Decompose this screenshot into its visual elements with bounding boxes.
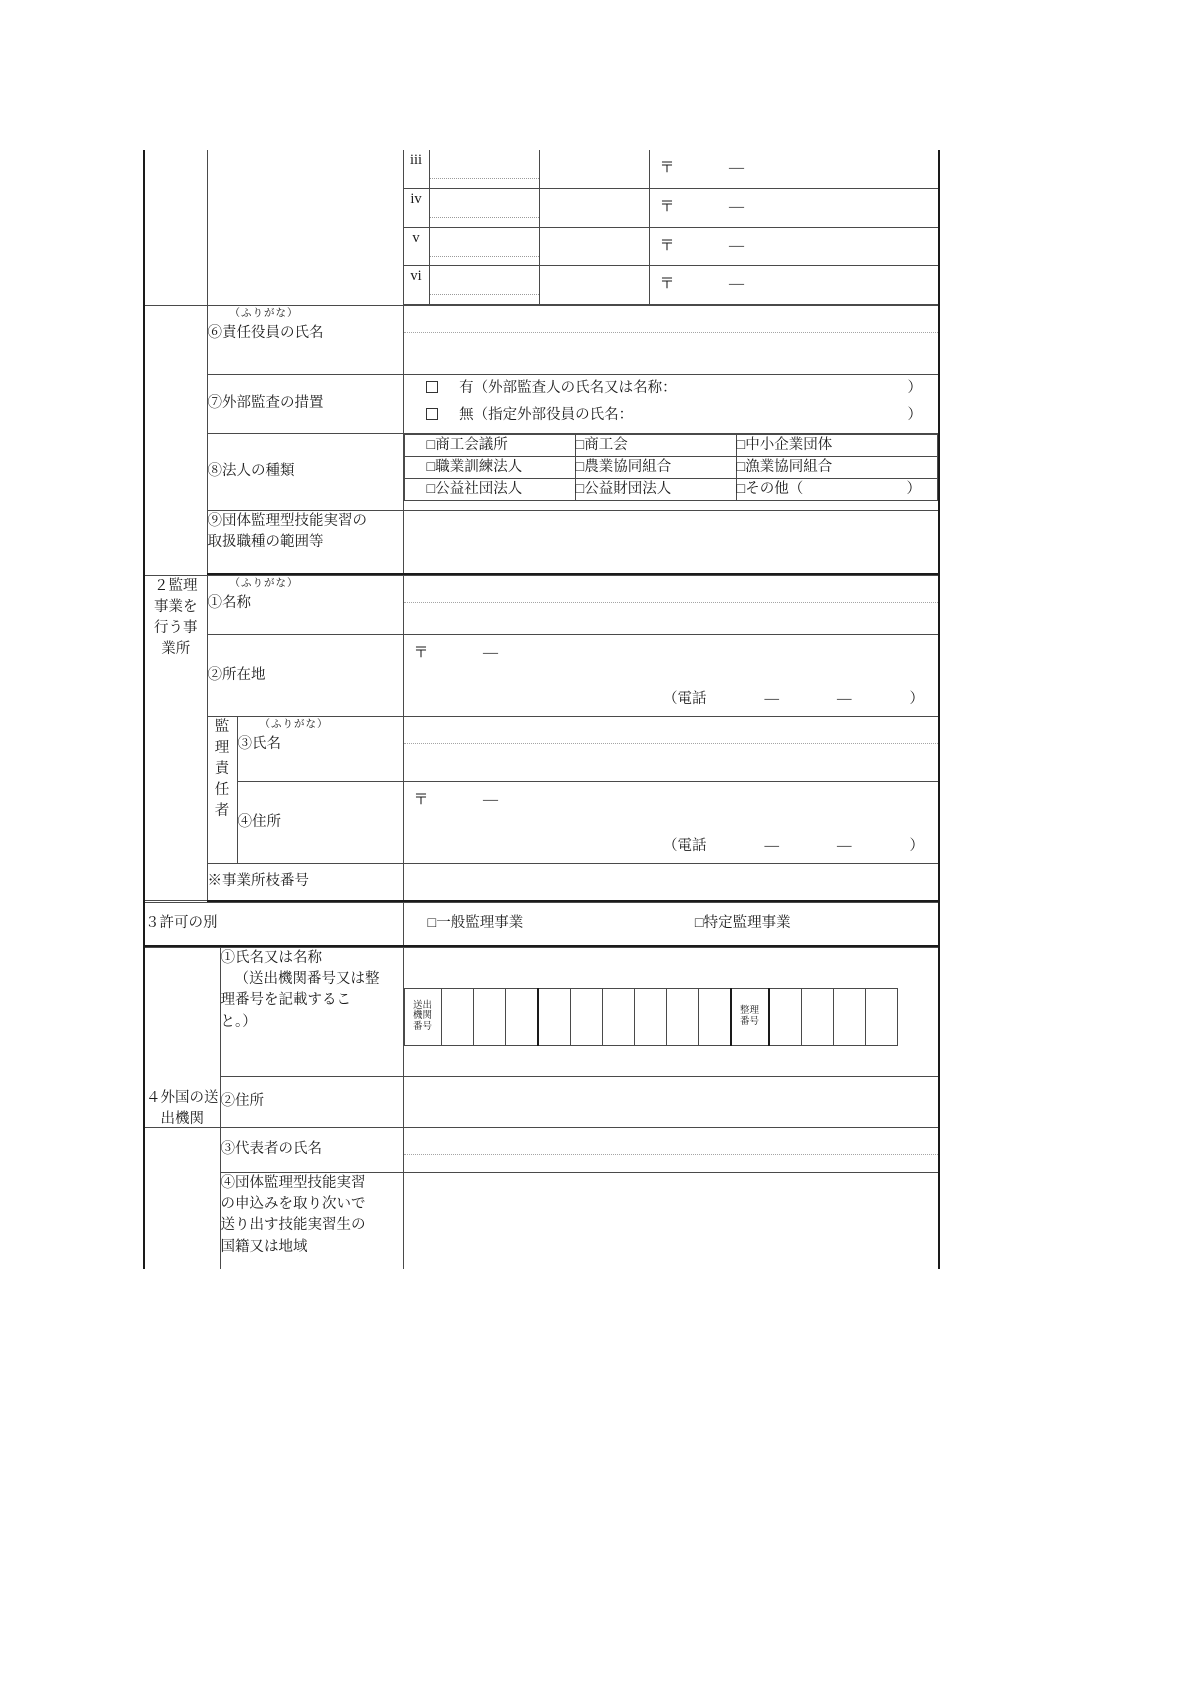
roman-numeral-vi: vi — [403, 266, 429, 305]
postal-row-office — [404, 635, 939, 673]
label-line-1: ①氏名又は名称 — [220, 949, 322, 966]
officer-role-field-iii[interactable] — [539, 150, 649, 188]
telephone-row-manager[interactable] — [404, 836, 939, 863]
number-box[interactable] — [538, 988, 571, 1045]
row-office-branch-number — [145, 863, 938, 901]
postal-row-manager — [404, 782, 939, 820]
number-box-row — [404, 988, 897, 1045]
corporation-type-options — [404, 434, 939, 501]
postal-mark-icon: 〒 — [659, 237, 676, 254]
option-other[interactable] — [736, 479, 938, 501]
number-box[interactable] — [602, 988, 634, 1045]
representative-input-line[interactable] — [404, 1128, 939, 1155]
officer-address-field-iv[interactable] — [649, 188, 938, 227]
furigana-input-line[interactable] — [404, 576, 939, 603]
roman-numeral-iv: iv — [403, 188, 429, 227]
row-permission-type — [145, 902, 938, 946]
caption-sending-org-number — [404, 988, 441, 1045]
postal-dash: — — [729, 160, 745, 176]
number-box[interactable] — [801, 988, 833, 1045]
row-responsible-officer-name — [145, 306, 938, 375]
furigana-line-v — [430, 228, 539, 257]
label-line-4: 国籍又は地域 — [220, 1238, 308, 1255]
row-external-audit — [145, 375, 938, 434]
tel-dash-1: — — [764, 690, 779, 707]
row-sending-org-address — [145, 1076, 938, 1127]
field-office-address[interactable] — [403, 635, 938, 717]
field-training-scope[interactable] — [403, 511, 938, 575]
number-box[interactable] — [570, 988, 602, 1045]
spine-char-1: 監 — [214, 718, 230, 735]
option-chamber-of-commerce[interactable]: □商工会 — [575, 435, 736, 457]
spine-char-2: 理 — [214, 739, 230, 756]
number-box[interactable] — [473, 988, 505, 1045]
number-box[interactable] — [865, 988, 897, 1045]
row-office-name — [145, 576, 938, 635]
row-trainee-nationality — [145, 1172, 938, 1269]
option-other-label: □その他（ — [736, 481, 804, 498]
number-box[interactable] — [505, 988, 538, 1045]
field-manager-name[interactable] — [403, 716, 938, 781]
field-permission-type — [403, 902, 938, 946]
furigana-line-vi — [430, 266, 539, 295]
spine-line-4: 業所 — [161, 641, 191, 658]
corporation-type-row-3 — [404, 479, 938, 501]
spine-char-4: 任 — [214, 781, 230, 798]
tel-prefix: （電話 — [663, 837, 707, 854]
officer-address-field-iii[interactable] — [649, 150, 938, 188]
external-audit-option-no[interactable] — [404, 402, 939, 429]
label-block — [221, 948, 403, 1034]
officer-role-field-v[interactable] — [539, 227, 649, 266]
label-manager-address — [237, 781, 403, 863]
postal-dash: — — [729, 198, 745, 215]
label-line-2: 取扱職種の範囲等 — [207, 534, 324, 551]
checkbox-icon[interactable] — [426, 381, 438, 393]
field-trainee-nationality[interactable] — [403, 1172, 938, 1269]
label-corporation-type — [207, 434, 403, 511]
corporation-type-row-1 — [404, 435, 938, 457]
officer-name-field-iv[interactable] — [429, 188, 539, 227]
option-label: 無（指定外部役員の氏名： — [459, 407, 634, 424]
roman-numeral-iii: iii — [403, 150, 429, 188]
row-training-scope — [145, 511, 938, 575]
section4-table — [145, 947, 938, 1269]
label-line-2: （送出機関番号又は整 — [234, 970, 380, 987]
label-text: ⑥責任役員の氏名 — [207, 325, 324, 342]
paren-close: ） — [907, 380, 922, 396]
caption-line-3: 番号 — [412, 1021, 432, 1032]
label-training-scope — [207, 511, 403, 575]
label-line-2: の申込みを取り次いで — [220, 1195, 366, 1212]
section2-spine-label — [145, 576, 207, 901]
furigana-line-iv — [430, 189, 539, 218]
section3-table — [145, 902, 938, 947]
label-text: ３許可の別 — [145, 915, 218, 932]
paren-close: ） — [906, 481, 921, 498]
section2-table — [145, 575, 938, 902]
option-public-interest-assoc[interactable]: □公益社団法人 — [404, 479, 575, 501]
label-sending-org-representative — [220, 1127, 403, 1172]
label-block — [221, 1173, 403, 1259]
postal-mark-icon: 〒 — [413, 791, 430, 808]
option-label: 有（外部監査人の氏名又は名称： — [459, 380, 677, 396]
number-box[interactable] — [698, 988, 731, 1045]
postal-mark-icon: 〒 — [413, 645, 430, 661]
postal-mark-icon: 〒 — [659, 198, 676, 215]
permission-options — [404, 913, 939, 934]
row-sending-org-representative — [145, 1127, 938, 1172]
field-manager-address[interactable] — [403, 781, 938, 863]
officer-name-field-v[interactable] — [429, 227, 539, 266]
row-corporation-type — [145, 434, 938, 511]
number-box[interactable] — [441, 988, 473, 1045]
label-text: ②住所 — [220, 1093, 264, 1110]
officer-role-field-vi[interactable] — [539, 266, 649, 305]
postal-mark-icon: 〒 — [659, 160, 676, 176]
field-sending-org-representative[interactable] — [403, 1127, 938, 1172]
corporation-type-row-2 — [404, 457, 938, 479]
field-sending-org-name[interactable] — [403, 947, 938, 1076]
field-sending-org-address[interactable] — [403, 1076, 938, 1127]
label-line-4: と。） — [220, 1013, 257, 1030]
postal-dash: — — [483, 791, 499, 808]
label-text: ③代表者の氏名 — [220, 1141, 322, 1158]
tel-close: ） — [909, 837, 924, 854]
external-audit-option-yes[interactable] — [404, 375, 939, 402]
label-office-address — [207, 635, 403, 717]
label-text: ③氏名 — [237, 735, 281, 752]
number-box[interactable] — [666, 988, 698, 1045]
spine-char-5: 者 — [214, 802, 230, 819]
row-manager-address — [145, 781, 938, 863]
postal-row-iv — [650, 189, 939, 227]
label-sending-org-name — [220, 947, 403, 1076]
row-manager-name — [145, 716, 938, 781]
label-manager-name — [237, 716, 403, 781]
spine-text — [145, 1088, 220, 1130]
field-office-branch-number[interactable] — [403, 863, 938, 901]
caption-reference-number — [731, 988, 769, 1045]
postal-dash: — — [483, 645, 499, 661]
option-vocational-training-corp[interactable]: □職業訓練法人 — [404, 457, 575, 479]
postal-dash: — — [729, 276, 745, 293]
label-text: ⑦外部監査の措置 — [207, 395, 324, 412]
paren-close: ） — [907, 407, 922, 424]
label-responsible-officer-name — [207, 306, 403, 375]
postal-dash: — — [729, 237, 745, 254]
section1-label-spacer — [207, 150, 403, 305]
label-text: ⑧法人の種類 — [207, 463, 295, 480]
officer-address-field-vi[interactable] — [649, 266, 938, 305]
officer-role-field-iv[interactable] — [539, 188, 649, 227]
caption-line-1: 送出 — [412, 1000, 432, 1011]
caption-line-1: 整理 — [739, 1005, 759, 1016]
postal-row-vi — [650, 266, 939, 304]
field-office-name[interactable] — [403, 576, 938, 635]
furigana-note: （ふりがな） — [229, 578, 299, 589]
label-line-3: 理番号を記載するこ — [220, 992, 351, 1009]
checkbox-icon[interactable] — [426, 408, 438, 420]
furigana-note: （ふりがな） — [259, 718, 329, 730]
label-text: ①名称 — [207, 595, 251, 612]
spine-line-1: ４外国の送 — [146, 1089, 219, 1106]
label-text: ④住所 — [237, 813, 281, 830]
spine-line-2: 出機関 — [160, 1110, 204, 1127]
label-office-name — [207, 576, 403, 635]
officer-name-field-vi[interactable] — [429, 266, 539, 305]
number-box[interactable] — [769, 988, 802, 1045]
manager-spine-label — [207, 716, 237, 863]
option-fishery-cooperative[interactable]: □漁業協同組合 — [736, 457, 938, 479]
label-trainee-nationality — [220, 1172, 403, 1269]
furigana-note: （ふりがな） — [229, 308, 299, 319]
tel-prefix: （電話 — [663, 690, 707, 707]
tel-dash-2: — — [837, 837, 852, 854]
option-general-supervision[interactable]: □一般監理事業 — [427, 915, 524, 932]
furigana-input-line[interactable] — [404, 306, 939, 333]
tel-close: ） — [909, 690, 924, 707]
option-specified-supervision[interactable]: □特定監理事業 — [694, 915, 791, 932]
option-public-interest-foundation[interactable]: □公益財団法人 — [575, 479, 736, 501]
officer-row-iii — [145, 150, 938, 188]
label-line-1: ⑨団体監理型技能実習の — [207, 513, 367, 529]
label-line-1: ④団体監理型技能実習 — [220, 1174, 366, 1191]
option-agricultural-cooperative[interactable]: □農業協同組合 — [575, 457, 736, 479]
spine-line-1: ２監理 — [154, 578, 198, 594]
label-sending-org-address — [220, 1076, 403, 1127]
field-external-audit — [403, 375, 938, 434]
spine-line-3: 行う事 — [154, 620, 198, 637]
section4-spine-label — [145, 1089, 220, 1269]
postal-row-v — [650, 228, 939, 266]
label-line-3: 送り出す技能実習生の — [220, 1217, 366, 1234]
officer-continuation-table — [145, 150, 938, 305]
option-chamber-of-commerce-industry[interactable]: □商工会議所 — [404, 435, 575, 457]
label-text: ※事業所枝番号 — [207, 873, 309, 890]
label-office-branch-number — [207, 863, 403, 901]
postal-mark-icon: 〒 — [659, 276, 676, 293]
furigana-line-iii — [430, 150, 539, 179]
caption-line-2: 機関 — [412, 1011, 432, 1022]
section1-spine — [145, 306, 207, 575]
telephone-row-office[interactable] — [404, 689, 939, 716]
label-external-audit — [207, 375, 403, 434]
label-text: ②所在地 — [207, 666, 266, 683]
spine-char-3: 責 — [214, 760, 230, 777]
field-corporation-type — [403, 434, 938, 511]
number-box[interactable] — [833, 988, 865, 1045]
furigana-input-line[interactable] — [404, 717, 939, 744]
label-permission-type — [145, 902, 403, 946]
field-responsible-officer-name[interactable] — [403, 306, 938, 375]
sending-org-number-boxes — [404, 988, 898, 1046]
spine-line-2: 事業を — [154, 599, 198, 616]
caption-line-2: 番号 — [739, 1016, 759, 1027]
row-office-address — [145, 635, 938, 717]
application-form-table — [143, 150, 940, 1269]
section1-items-table — [145, 305, 938, 575]
number-box[interactable] — [634, 988, 666, 1045]
roman-numeral-v: v — [403, 227, 429, 266]
officer-address-field-v[interactable] — [649, 227, 938, 266]
option-sme-organization[interactable]: □中小企業団体 — [736, 435, 938, 457]
tel-dash-2: — — [837, 690, 852, 707]
officer-name-field-iii[interactable] — [429, 150, 539, 188]
section1-spine-spacer — [145, 150, 207, 305]
sending-org-name-input[interactable] — [404, 948, 939, 986]
postal-row-iii — [650, 150, 939, 188]
row-sending-org-name — [145, 947, 938, 1076]
tel-dash-1: — — [764, 837, 779, 854]
